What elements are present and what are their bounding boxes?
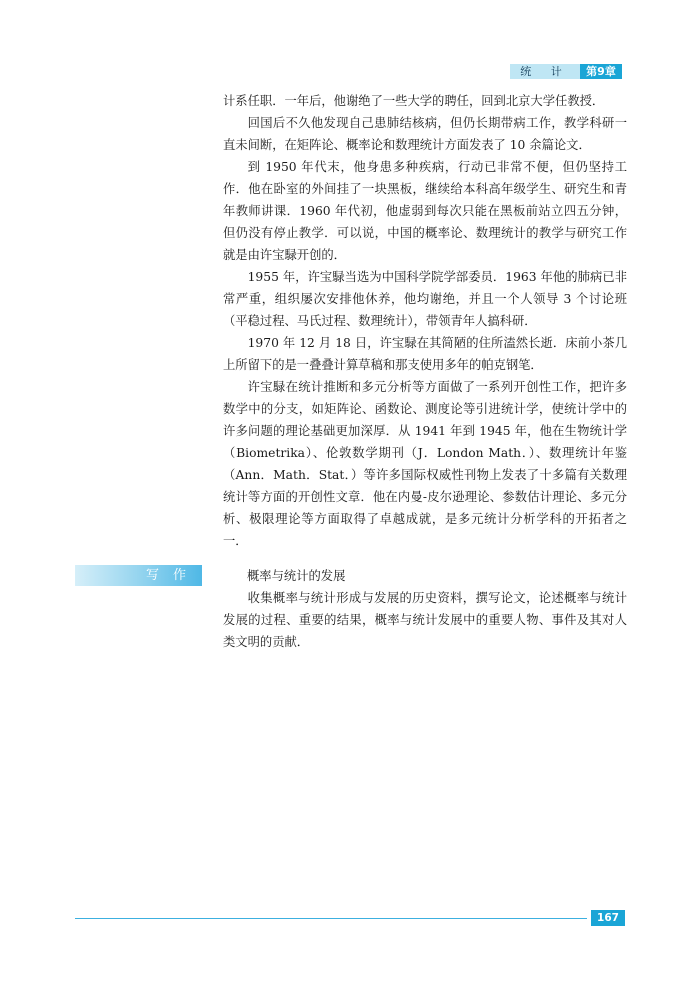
- header-chapter-label: 第9章: [580, 64, 622, 79]
- footer-divider: [75, 918, 587, 919]
- paragraph-3: 到 1950 年代末，他身患多种疾病，行动已非常不便，但仍坚持工作．他在卧室的外间挂了一块黑板，继续给本科高年级学生、研究生和青年教师讲课．1960 年代初，他虚弱到每次只能在黑板前站立四五分钟，但仍没有停止教学．可以说，中国的概率论、数理统计的教学与研究工作就是由许宝騄开创的．: [223, 160, 627, 262]
- writing-title: 概率与统计的发展: [247, 569, 346, 583]
- writing-section-label: 写作: [75, 565, 202, 586]
- main-text: [223, 90, 627, 552]
- header-section-label: 统 计: [510, 64, 580, 79]
- paragraph-5: 1970 年 12 月 18 日，许宝騄在其简陋的住所溘然长逝．床前小茶几上所留下的是一叠叠计算草稿和那支使用多年的帕克钢笔．: [223, 336, 627, 372]
- writing-section: [223, 565, 627, 653]
- paragraph-4: 1955 年，许宝騄当选为中国科学院学部委员．1963 年他的肺病已非常严重，组织屡次安排他休养，他均谢绝，并且一个人领导 3 个讨论班（平稳过程、马氏过程、数理统计），带领青年人搞科研．: [223, 270, 627, 328]
- paragraph-6: 许宝騄在统计推断和多元分析等方面做了一系列开创性工作，把许多数学中的分支，如矩阵论、函数论、测度论等引进统计学，使统计学中的许多问题的理论基础更加深厚．从 1941 年到 1945 年，他在生物统计学（Biometrika）、伦敦数学期刊（J．London Math．）、数理统计年鉴（Ann．Math．Stat．）等许多国际权威性刊物上发表了十多篇有关数理统计等方面的开创性文章．他在内曼-皮尔逊理论、参数估计理论、多元分析、极限理论等方面取得了卓越成就，是多元统计分析学科的开拓者之一．: [223, 380, 627, 548]
- page-number: 167: [591, 910, 625, 926]
- chapter-header: [510, 64, 622, 79]
- paragraph-1: 计系任职．一年后，他谢绝了一些大学的聘任，回到北京大学任教授．: [223, 94, 605, 108]
- writing-text: 收集概率与统计形成与发展的历史资料，撰写论文，论述概率与统计发展的过程、重要的结果，概率与统计发展中的重要人物、事件及其对人类文明的贡献．: [223, 591, 627, 649]
- paragraph-2: 回国后不久他发现自己患肺结核病，但仍长期带病工作，教学科研一直未间断，在矩阵论、概率论和数理统计方面发表了 10 余篇论文．: [223, 116, 627, 152]
